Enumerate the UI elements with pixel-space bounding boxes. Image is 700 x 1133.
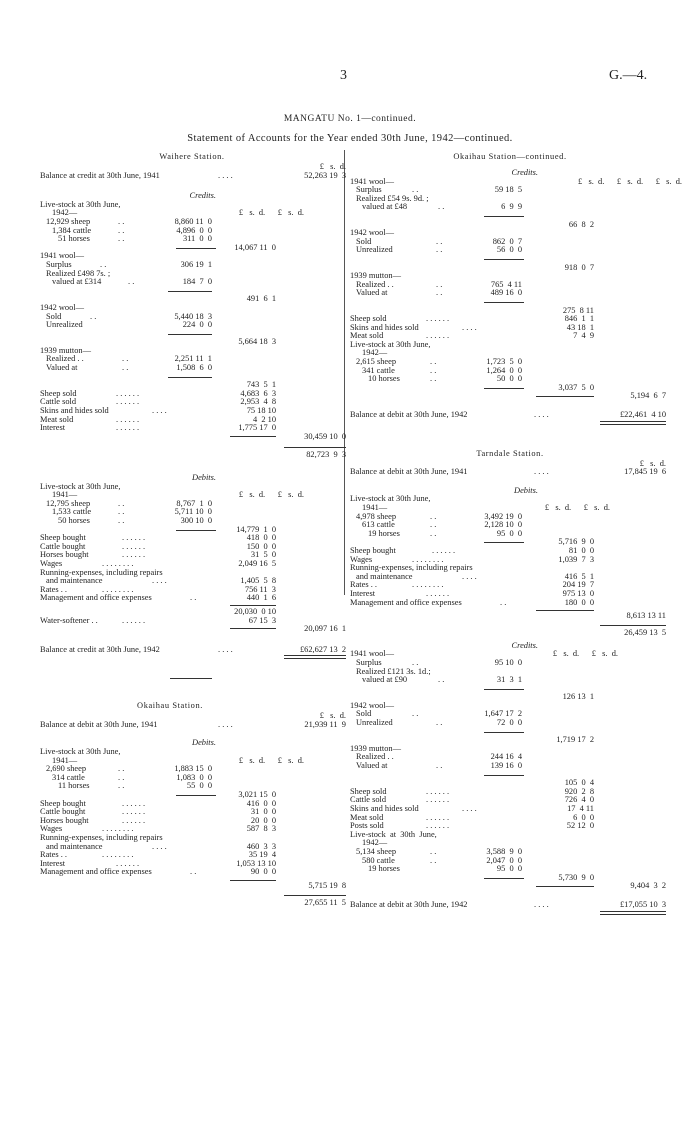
tarndale-opening-row: Balance at debit at 30th June, 1941 . . . . 17,845 19 6 <box>350 467 666 477</box>
ledger-row: 743 5 1 <box>246 380 276 390</box>
ledger-row: 2,690 sheep . . 1,883 15 0 <box>46 764 212 774</box>
ledger-row: Horses bought . . . . . . 31 5 0 <box>40 550 276 560</box>
ledger-row: Management and office expenses . . 180 0 0 <box>350 597 594 607</box>
lsd-heading: £ s. d. <box>639 458 666 468</box>
ledger-row: and maintenance . . . . 416 5 1 <box>356 571 594 581</box>
ledger-row: Valued at . . 139 16 0 <box>356 761 522 771</box>
ledger-row: 1,533 cattle . . 5,711 10 0 <box>52 507 212 517</box>
okaihau-opening-value: 21,939 11 9 <box>304 719 346 729</box>
ledger-row: Sheep sold . . . . . . 920 2 8 <box>350 786 594 796</box>
ledger-row: Surplus . . 306 19 1 <box>46 259 212 269</box>
tarndale-debits-total: 8,613 13 11 <box>626 611 666 621</box>
ledger-row: Sheep sold . . . . . . 4,683 6 3 <box>40 388 276 398</box>
ledger-row: Rates . . . . . . . . . . 35 19 4 <box>40 850 276 860</box>
running-title: MANGATU No. 1—continued. <box>283 114 417 124</box>
ledger-row: 2,615 sheep . . 1,723 5 0 <box>356 357 522 367</box>
lsd-heading: £ s. d. <box>319 711 346 721</box>
page-number: 3 <box>340 68 347 83</box>
statement-title: Statement of Accounts for the Year ended 30th June, 1942—continued. <box>187 133 513 144</box>
ledger-row: 12,795 sheep . . 8,767 1 0 <box>46 498 212 508</box>
credits-heading: Credits. <box>511 640 538 650</box>
ledger-row: 126 13 1 <box>562 692 594 702</box>
ledger-row: Valued at . . 1,508 6 0 <box>46 363 212 373</box>
ledger-row: Water-softener . . . . . . . . 67 15 3 <box>40 615 276 625</box>
ledger-row: Skins and hides sold . . . . 17 4 11 <box>350 804 594 813</box>
tarndale-grand-total: 26,459 13 5 <box>624 628 666 638</box>
ledger-row: Management and office expenses . . 440 1 6 <box>40 593 276 603</box>
ledger-row: 20,030 0 10 <box>234 606 276 616</box>
ledger-row: Realized . . 244 16 4 <box>356 752 522 762</box>
ledger-row: Posts sold . . . . . . 52 12 0 <box>350 821 594 831</box>
tarndale-credits-total: 9,404 3 2 <box>630 881 666 891</box>
ledger-row: 11 horses . . 55 0 0 <box>58 781 212 791</box>
okaihau-grand-total: 27,655 11 5 <box>304 897 346 907</box>
debits-heading: Debits. <box>514 485 538 495</box>
ledger-row: Unrealized . . 56 0 0 <box>356 245 522 255</box>
page-code: G.—4. <box>609 68 648 83</box>
tarndale-title: Tarndale Station. <box>476 448 544 458</box>
tarndale-closing-value: £17,055 10 3 <box>619 899 666 909</box>
ledger-row: 275 8 11 <box>562 305 594 315</box>
okaihau-continued-title: Okaihau Station—continued. <box>453 152 567 161</box>
ledger-row: 613 cattle . . 2,128 10 0 <box>362 520 522 530</box>
ledger-row: 10 horses . . 50 0 0 <box>368 374 522 384</box>
waihere-title: Waihere Station. <box>159 152 225 161</box>
waihere-grand-total: 82,723 9 3 <box>306 450 346 460</box>
waihere-opening-row: Balance at credit at 30th June, 1941 . . . . 52,263 19 3 <box>40 170 346 180</box>
ledger-row: 5,730 9 0 <box>350 874 680 883</box>
ledger-row: 5,716 9 0 <box>350 538 680 547</box>
credits-heading: Credits. <box>189 191 216 201</box>
ledger-row: Sheep bought . . . . . . 418 0 0 <box>40 533 276 543</box>
okaihau-opening-row: Balance at debit at 30th June, 1941 . . . . 21,939 11 9 <box>40 719 346 729</box>
ledger-row: Interest . . . . . . 975 13 0 <box>350 588 594 598</box>
ledger-row: Surplus . . 59 18 5 <box>356 185 522 195</box>
ledger-row: 314 cattle . . 1,083 0 0 <box>52 772 212 782</box>
ledger-row: Interest . . . . . . 1,053 13 10 <box>40 858 276 868</box>
ledger-row: Valued at . . 489 16 0 <box>356 288 522 298</box>
ledger-row: Sheep sold . . . . . . 846 1 1 <box>350 314 594 324</box>
ledger-row: 1,384 cattle . . 4,896 0 0 <box>52 225 212 235</box>
ledger-row: Sold . . 1,647 17 2 <box>356 709 522 719</box>
ledger-row: Meat sold . . . . . . 7 4 9 <box>350 331 594 341</box>
ledger-row: Interest . . . . . . 1,775 17 0 <box>40 423 276 433</box>
ledger-row: 105 0 4 <box>564 778 594 788</box>
column-divider <box>344 150 345 595</box>
ledger-row: 491 6 1 <box>246 294 276 304</box>
ledger-row: 14,067 11 0 <box>40 244 344 253</box>
waihere-closing-value: £62,627 13 2 <box>299 644 346 654</box>
ledger-row: 14,779 1 0 <box>40 526 344 535</box>
ledger-row: Cattle bought . . . . . . 31 0 0 <box>40 807 276 817</box>
ledger-row: 918 0 7 <box>564 262 594 272</box>
ledger-row: 3,021 15 0 <box>40 791 344 800</box>
ledger-row: 19 horses 95 0 0 <box>368 864 522 874</box>
ledger-row: Skins and hides sold . . . . 75 18 10 <box>40 406 276 416</box>
tarndale-closing-row: Balance at debit at 30th June, 1942 . . . . £17,055 10 3 <box>350 899 666 909</box>
ledger-row: Sold . . 862 0 7 <box>356 236 522 246</box>
ledger-row: Horses bought . . . . . . 20 0 0 <box>40 815 276 825</box>
right-column: Okaihau Station—continued. Credits. 1941 wool— £ s. d. £ s. d. £ s. d. Surplus . . 59 18 5 Realized £54 9s. 9d. ; valued at £48 . . 6 9 9 66 8 2 1942 wool— Sold . . 862 0 7 Unrealized . . 56 0 0 918 0 7 1939 mutton— Realized . . . . 765 4 11 Valued at . . 489 16 0 275 8 11 Sheep sold . . . . . . 846 1 1 Skins and hides sold . . . . 43 18 1 Meat sold . . . . . . 7 4 9 Live-stock at 30th June, 1942— 2,615 sheep . . 1,723 5 0 341 cattle . . 1,264 0 0 10 horses . . 50 0 0 3,037 5 0 5,194 6 7 Balance at debit at 30th June, 1942 . . . . £22,461 4 10 Tarndale Station. £ s. d. Balance at debit at 30th June, 1941 . . . . 17,845 19 6 Debits. Live-stock at 30th June, 1941— £ s. d. £ s. d. 4,978 sheep . . 3,492 19 0 613 cattle . . 2,128 10 0 19 horses . . 95 0 0 5,716 9 0 Sheep bought . . . . . . 81 0 0 Wages . . . . . . . . 1,039 7 3 Running-expenses, including repairs and maintenance . . . . 416 5 1 Rates . . . . . . . . . . 204 19 7 Interest . . . . . . 975 13 0 Management and office expenses . . 180 0 0 8,613 13 11 26,459 13 5 Credits. 1941 wool— £ s. d. £ s. d. Surplus . . 95 10 0 Realized £121 3s. 1d.; valued at £90 . . 31 3 1 126 13 1 1942 wool— Sold . . 1,647 17 2 Unrealized . . 72 0 0 1,719 17 2 1939 mutton— Realized . . 244 16 4 Valued at . . 139 16 0 105 0 4 Sheep sold . . . . . . 920 2 8 Cattle sold . . . . . . 726 4 0 Skins and hides sold . . . . 17 4 11 Meat sold . . . . . . 6 0 0 Posts sold . . . . . . 52 12 0 Live-stock at 30th June, 1942— 5,134 sheep . . 3,588 9 0 580 cattle . . 2,047 0 0 19 horses 95 0 0 5,730 9 0 9,404 3 2 Balance at debit at 30th June, 1942 . . . . £17,055 10 3 <box>350 153 680 920</box>
ledger-row: 50 horses . . 300 10 0 <box>58 515 212 525</box>
ledger-row: Surplus . . 95 10 0 <box>356 657 522 667</box>
ledger-row: and maintenance . . . . 460 3 3 <box>46 841 276 851</box>
ledger-row: Sold . . 5,440 18 3 <box>46 311 212 321</box>
ledger-row: 12,929 sheep . . 8,860 11 0 <box>46 216 212 226</box>
ledger-row: Meat sold . . . . . . 6 0 0 <box>350 812 594 822</box>
waihere-opening-value: 52,263 19 3 <box>304 170 346 180</box>
ledger-row: Unrealized 224 0 0 <box>46 320 212 330</box>
ledger-row: 4,978 sheep . . 3,492 19 0 <box>356 511 522 521</box>
ledger-row: and maintenance . . . . 1,405 5 8 <box>46 576 276 586</box>
ledger-row: Unrealized . . 72 0 0 <box>356 718 522 728</box>
waihere-closing-row: Balance at credit at 30th June, 1942 . . . . £62,627 13 2 <box>40 644 346 654</box>
ledger-row: 341 cattle . . 1,264 0 0 <box>362 365 522 375</box>
ledger-row: Wages . . . . . . . . 2,049 16 5 <box>40 558 276 568</box>
ledger-row: valued at £48 . . 6 9 9 <box>362 202 522 212</box>
ledger-row: 5,664 18 3 <box>238 337 276 347</box>
left-column: Waihere Station. £ s. d. Balance at credit at 30th June, 1941 . . . . 52,263 19 3 Credits. Live-stock at 30th June, 1942— £ s. d. £ s. d. 12,929 sheep . . 8,860 11 0 1,384 cattle . . 4,896 0 0 51 horses . . 311 0 0 14,067 11 0 1941 wool— Surplus . . 306 19 1 Realized £498 7s. ; valued at £314 . . 184 7 0 491 6 1 1942 wool— Sold . . 5,440 18 3 Unrealized 224 0 0 5,664 18 3 1939 mutton— Realized . . . . 2,251 11 1 Valued at . . 1,508 6 0 743 5 1 Sheep sold . . . . . . 4,683 6 3 Cattle sold . . . . . . 2,953 4 8 Skins and hides sold . . . . 75 18 10 Meat sold . . . . . . 4 2 10 Interest . . . . . . 1,775 17 0 30,459 10 0 82,723 9 3 Debits. Live-stock at 30th June, 1941— £ s. d. £ s. d. 12,795 sheep . . 8,767 1 0 1,533 cattle . . 5,711 10 0 50 horses . . 300 10 0 14,779 1 0 Sheep bought . . . . . . 418 0 0 Cattle bought . . . . . . 150 0 0 Horses bought . . . . . . 31 5 0 Wages . . . . . . . . 2,049 16 5 Running-expenses, including repairs and maintenance . . . . 1,405 5 8 Rates . . . . . . . . . . 756 11 3 Management and office expenses . . 440 1 6 20,030 0 10 Water-softener . . . . . . . . 67 15 3 20,097 16 1 Balance at credit at 30th June, 1942 . . . . £62,627 13 2 Okaihau Station. £ s. d. Balance at debit at 30th June, 1941 . . . . 21,939 11 9 Debits. Live-stock at 30th June, 1941— £ s. d. £ s. d. 2,690 sheep . . 1,883 15 0 314 cattle . . 1,083 0 0 11 horses . . 55 0 0 3,021 15 0 Sheep bought . . . . . . 416 0 0 Cattle bought . . . . . . 31 0 0 Horses bought . . . . . . 20 0 0 Wages . . . . . . . . 587 8 3 Running-expenses, including repairs and maintenance . . . . 460 3 3 Rates . . . . . . . . . . 35 19 4 Interest . . . . . . 1,053 13 10 Management and office expenses . . 90 0 0 5,715 19 8 27,655 11 5 <box>40 152 346 907</box>
ledger-row: Cattle bought . . . . . . 150 0 0 <box>40 541 276 551</box>
ledger-row: Skins and hides sold . . . . 43 18 1 <box>350 322 594 332</box>
okaihau-closing-row: Balance at debit at 30th June, 1942 . . . . £22,461 4 10 <box>350 410 666 420</box>
ledger-row: 51 horses . . 311 0 0 <box>58 234 212 244</box>
ledger-row: Realized . . . . 2,251 11 1 <box>46 354 212 364</box>
ledger-row: Realized . . . . 765 4 11 <box>356 279 522 289</box>
ledger-row: Cattle sold . . . . . . 2,953 4 8 <box>40 397 276 407</box>
waihere-debits-total: 20,097 16 1 <box>304 624 346 634</box>
ledger-row: valued at £314 . . 184 7 0 <box>52 277 212 287</box>
ledger-row: 580 cattle . . 2,047 0 0 <box>362 855 522 865</box>
lsd-heading: £ s. d. <box>319 162 346 171</box>
okaihau-title: Okaihau Station. <box>137 701 203 711</box>
ledger-row: 66 8 2 <box>568 219 594 229</box>
ledger-row: Cattle sold . . . . . . 726 4 0 <box>350 795 594 805</box>
ledger-row: Management and office expenses . . 90 0 0 <box>40 867 276 877</box>
waihere-credits-total: 30,459 10 0 <box>304 431 346 441</box>
okaihau-debits-total: 5,715 19 8 <box>308 880 346 890</box>
credits-heading: Credits. <box>511 168 538 177</box>
ledger-row: Wages . . . . . . . . 587 8 3 <box>40 824 276 834</box>
ledger-row: 19 horses . . 95 0 0 <box>368 528 522 538</box>
debits-heading: Debits. <box>192 473 216 482</box>
okaihau-closing-value: £22,461 4 10 <box>619 410 666 420</box>
tarndale-opening-value: 17,845 19 6 <box>624 467 666 477</box>
ledger-row: Meat sold . . . . . . 4 2 10 <box>40 414 276 424</box>
ledger-row: Rates . . . . . . . . . . 756 11 3 <box>40 584 276 594</box>
okaihau-credits-total: 5,194 6 7 <box>630 391 666 401</box>
ledger-row: Sheep bought . . . . . . 416 0 0 <box>40 798 276 808</box>
ledger-row: 1,719 17 2 <box>556 735 594 745</box>
ledger-row: valued at £90 . . 31 3 1 <box>362 675 522 685</box>
ledger-row: Sheep bought . . . . . . 81 0 0 <box>350 545 594 555</box>
ledger-row: Rates . . . . . . . . . . 204 19 7 <box>350 580 594 590</box>
debits-heading: Debits. <box>192 738 216 748</box>
ledger-row: Wages . . . . . . . . 1,039 7 3 <box>350 554 594 564</box>
ledger-row: 5,134 sheep . . 3,588 9 0 <box>356 846 522 856</box>
ledger-row: 3,037 5 0 <box>350 384 680 393</box>
